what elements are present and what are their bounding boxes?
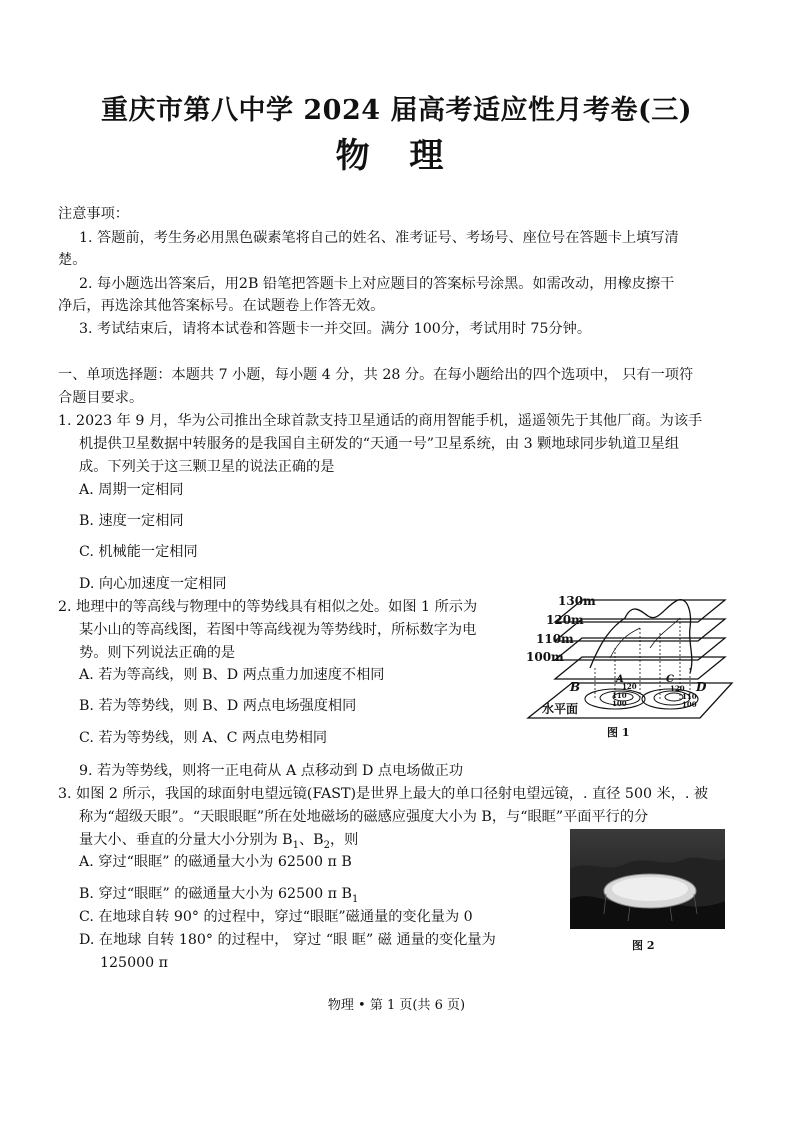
question-2-option-c: C. 若为等势线，则 A、C 两点电势相同	[79, 730, 328, 746]
notice-item-3: 3. 考试结束后，请将本试卷和答题卡一并交回。满分 100分，考试用时 75分钟。	[79, 321, 592, 337]
question-1-option-b: B. 速度一定相同	[79, 513, 184, 529]
notice-item-2-cont: 净后，再选涂其他答案标号。在试题卷上作答无效。	[58, 298, 385, 314]
section-1-heading: 一、单项选择题：本题共 7 小题，每小题 4 分，共 28 分。在每小题给出的四个选项中， 只有一项符	[58, 367, 694, 383]
question-3-option-a: A. 穿过“眼眶” 的磁通量大小为 62500 π B	[79, 854, 352, 870]
figure-1-num-right-110: 110	[682, 692, 697, 701]
figure-1-level-100: 100m	[526, 650, 564, 664]
mountain-outline	[590, 600, 692, 673]
figure-1-plane-label: 水平面	[542, 702, 579, 716]
figure-1-point-c: C	[666, 674, 674, 685]
figure-1-level-120: 120m	[546, 613, 584, 627]
figure-1-caption: 图 1	[607, 726, 630, 739]
figure-1-point-b: B	[570, 680, 581, 694]
figure-1-num-right-120: 120	[670, 684, 685, 693]
question-3-option-d: D. 在地球 自转 180° 的过程中， 穿过 “眼 眶” 磁 通量的变化量为	[79, 932, 496, 948]
exam-title: 重庆市第八中学 2024 届高考适应性月考卷(三)	[101, 95, 692, 126]
figure-1-num-left-120: 120	[622, 682, 637, 691]
question-2-stem-line2: 某小山的等高线图，若图中等高线视为等势线时，所标数字为电	[79, 622, 477, 638]
notice-item-1-cont: 楚。	[58, 252, 87, 268]
question-1-option-d: D. 向心加速度一定相同	[79, 576, 227, 592]
question-1-stem-line3: 成。下列关于这三颗卫星的说法正确的是	[79, 459, 335, 475]
figure-1-level-130: 130m	[558, 594, 596, 608]
question-3-option-c: C. 在地球自转 90° 的过程中，穿过“眼眶”磁通量的变化量为 0	[79, 909, 473, 925]
question-2-option-d: 9. 若为等势线，则将一正电荷从 A 点移动到 D 点电场做正功	[79, 763, 464, 779]
question-2-option-b: B. 若为等势线，则 B、D 两点电场强度相同	[79, 698, 357, 714]
dish-highlight	[612, 877, 688, 901]
question-1-stem-line2: 机提供卫星数据中转服务的是我国自主研发的“天通一号”卫星系统，由 3 颗地球同步轨道卫星组	[79, 436, 680, 452]
figure-1-num-right-100: 100	[682, 700, 697, 709]
figure-1-num-left-110: 110	[612, 691, 627, 700]
question-1-option-c: C. 机械能一定相同	[79, 544, 198, 560]
notice-heading: 注意事项：	[58, 206, 129, 222]
figure-1-point-a: A	[616, 674, 624, 685]
question-3-stem-line3: 量大小、垂直的分量大小分别为 $B_1$、$B_2$，则	[79, 832, 359, 851]
question-2-option-a: A. 若为等高线，则 B、D 两点重力加速度不相同	[79, 667, 385, 683]
figure-2-telescope-photo	[570, 829, 725, 929]
figure-1-point-d: D	[696, 680, 707, 694]
figure-1-contour-map	[520, 588, 740, 748]
question-2-stem: 2. 地理中的等高线与物理中的等势线具有相似之处。如图 1 所示为	[58, 599, 478, 615]
figure-1-level-110: 110m	[536, 632, 574, 646]
question-3-stem-line2: 称为“超级天眼”。“天眼眼眶”所在处地磁场的磁感应强度大小为 B，与“眼眶”平面平行的分	[79, 809, 649, 825]
question-3-option-b: B. 穿过“眼眶” 的磁通量大小为 62500 π $B_1$	[79, 886, 359, 905]
section-1-heading-cont: 合题目要求。	[58, 390, 144, 406]
figure-2-caption: 图 2	[632, 939, 655, 952]
notice-item-1: 1. 答题前，考生务必用黑色碳素笔将自己的姓名、准考证号、考场号、座位号在答题卡上填写清	[79, 230, 679, 246]
question-1-stem: 1. 2023 年 9 月，华为公司推出全球首款支持卫星通话的商用智能手机，遥遥领先于其他厂商。为该手	[58, 413, 703, 429]
page-footer: 物理 • 第 1 页(共 6 页)	[327, 998, 466, 1013]
figure-1-num-left-100: 100	[612, 699, 627, 708]
question-3-option-d-cont: 125000 π	[100, 955, 168, 971]
question-1-option-a: A. 周期一定相同	[79, 482, 184, 498]
question-3-stem: 3. 如图 2 所示，我国的球面射电望远镜(FAST)是世界上最大的单口径射电望远镜，. 直径 500 米，. 被	[58, 786, 709, 802]
subject-title: 物 理	[335, 136, 458, 176]
question-2-stem-line3: 势。则下列说法正确的是	[79, 645, 236, 661]
notice-item-2: 2. 每小题选出答案后，用2B 铅笔把答题卡上对应题目的答案标号涂黑。如需改动，用橡皮擦干	[79, 276, 675, 292]
